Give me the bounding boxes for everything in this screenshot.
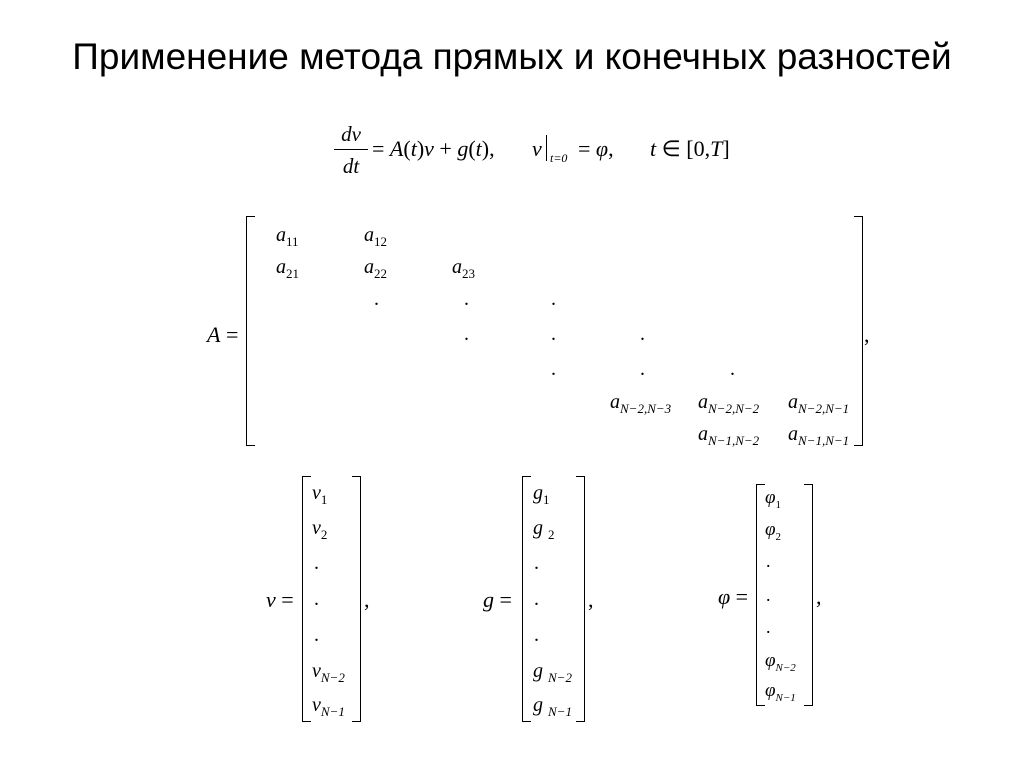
matrix-a-comma: , [864,322,870,347]
vector-entry: g $_{N-1}$ [533,694,572,719]
vector-entry: $v_2$ [312,517,328,542]
slide-title: Применение метода прямых и конечных разностей [72,36,952,77]
vector-entry: $\varphi_{N-1}$ [765,680,796,704]
vector-dot: . [534,588,539,610]
vector-entry: $\varphi_{N-2}$ [765,650,796,674]
vector-entry: g $_{N-2}$ [533,660,572,685]
evaluation-bar [546,135,547,161]
vector-g-comma: , [588,587,594,612]
vector-entry: $v_1$ [312,482,328,507]
matrix-entry: $a_{N-2,N-2}$ [698,391,760,416]
matrix-dot: . [464,288,469,310]
vector-entry: $v_{N-2}$ [312,660,345,685]
vector-dot: . [534,624,539,646]
frac-numerator: dv [341,122,361,146]
matrix-entry: $a_{N-1,N-1}$ [788,423,850,448]
vector-entry: $\varphi_1$ [765,487,782,511]
matrix-entry: $a_{N-2,N-3}$ [610,391,672,416]
matrix-entry: $a_{12}$ [364,224,387,249]
fraction-bar [334,149,368,150]
vector-dot: . [766,617,771,637]
matrix-entry: $a_{21}$ [276,256,299,281]
vector-entry: $v_{N-1}$ [312,694,345,719]
matrix-entry: $a_{11}$ [276,224,299,249]
frac-denominator: dt [342,154,360,178]
vector-v-comma: , [364,587,370,612]
vector-dot: . [314,624,319,646]
vector-phi-comma: , [816,584,822,609]
vector-v-right-bracket [352,476,361,722]
vector-g-label: g = [483,587,512,612]
vector-v-left-bracket [302,476,311,722]
matrix-entry: $a_{N-1,N-2}$ [698,423,760,448]
matrix-a-label: A = [207,322,239,347]
vector-dot: . [766,551,771,571]
matrix-dot: . [374,288,379,310]
vector-v-label: v = [266,587,294,612]
vector-entry: g $_2$ [533,517,555,542]
vector-phi-left-bracket [756,484,765,706]
vector-phi-label: φ = [718,584,749,609]
initial-condition-var: v [532,136,542,161]
vector-dot: . [314,588,319,610]
matrix-a-right-bracket [854,216,863,446]
matrix-dot: . [640,358,645,380]
vector-entry: $\varphi_2$ [765,519,782,543]
matrix-dot: . [464,323,469,345]
vector-entry: $g_1$ [533,482,550,507]
vector-phi-right-bracket [804,484,813,706]
initial-condition-subscript: t=0 [550,151,568,165]
matrix-dot: . [551,323,556,345]
matrix-entry: $a_{N-2,N-1}$ [788,391,850,416]
matrix-dot: . [551,358,556,380]
vector-dot: . [534,552,539,574]
initial-condition-rhs: = φ, [578,136,614,161]
vector-dot: . [314,552,319,574]
matrix-dot: . [551,288,556,310]
equation-rhs: = A(t)v + g(t), [372,136,495,161]
matrix-dot: . [730,358,735,380]
vector-dot: . [766,585,771,605]
matrix-entry: $a_{22}$ [364,256,387,281]
vector-g-right-bracket [576,476,585,722]
matrix-entry: $a_{23}$ [452,256,475,281]
vector-g-left-bracket [522,476,531,722]
time-domain: t ∈ [0,T] [650,136,730,161]
matrix-dot: . [640,323,645,345]
matrix-a-left-bracket [246,216,255,446]
